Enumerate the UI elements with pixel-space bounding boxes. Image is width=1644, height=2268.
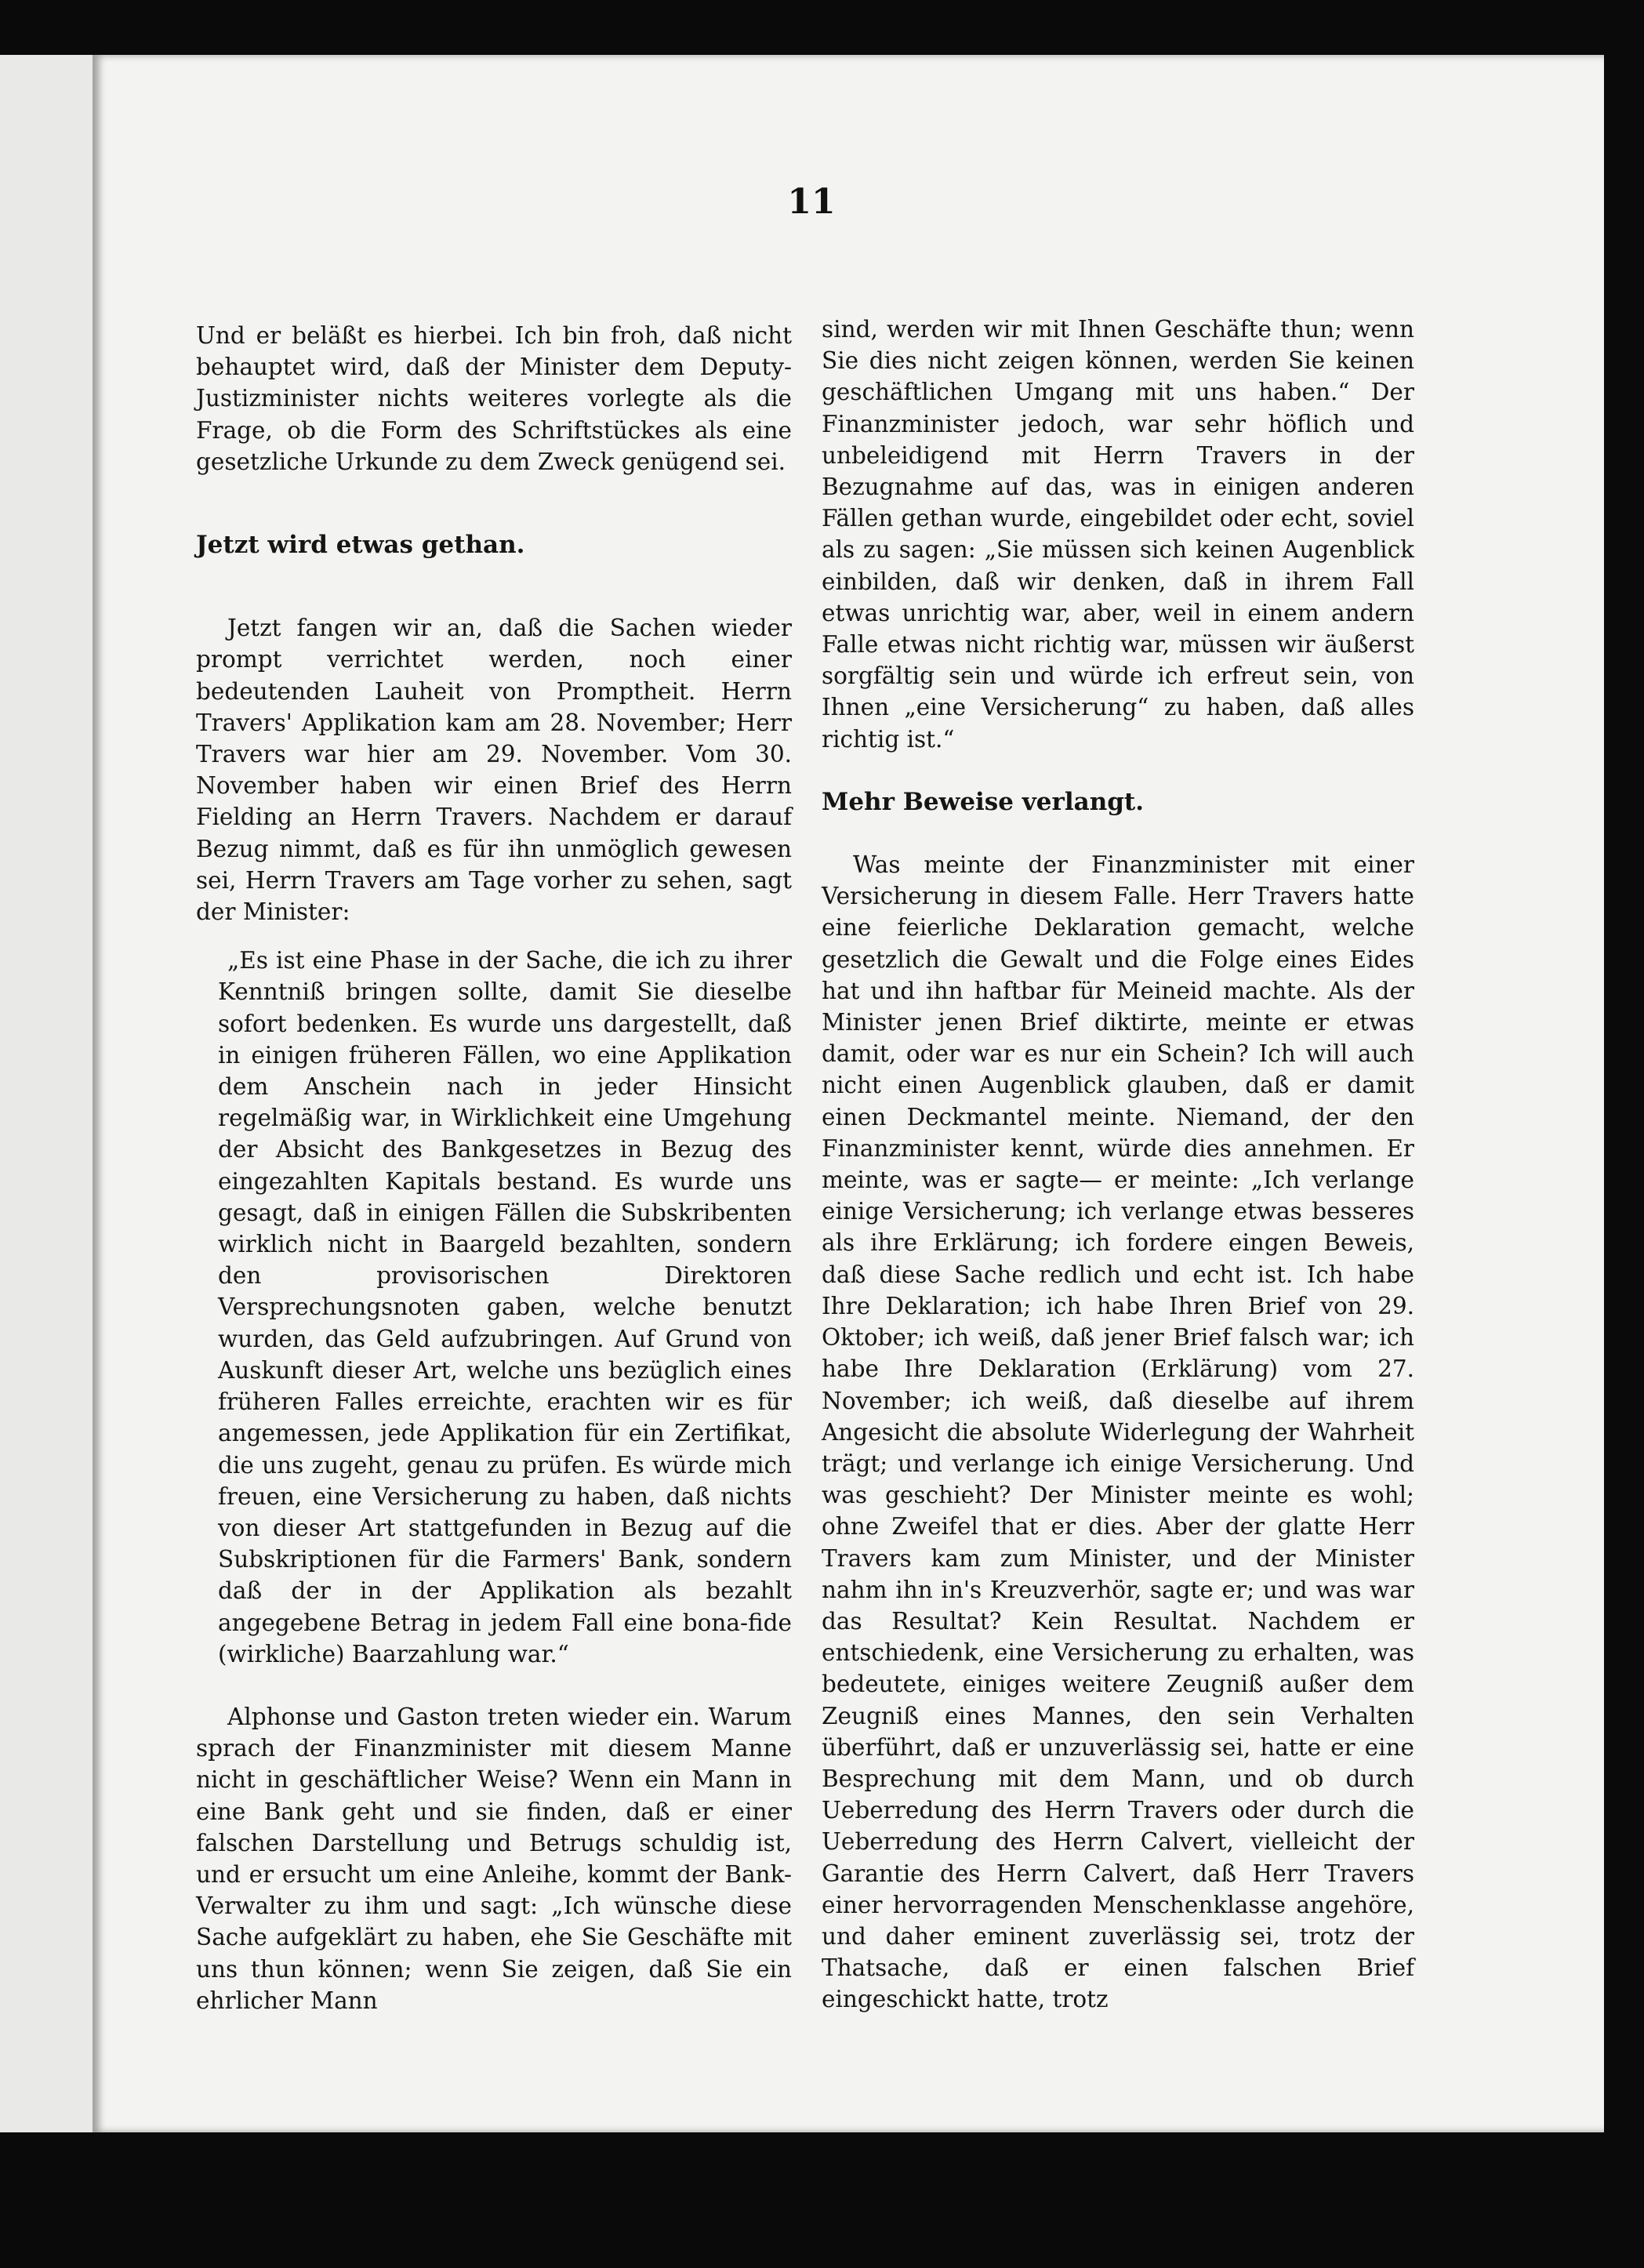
paragraph: Alphonse und Gaston treten wieder ein. Warum sprach der Finanzminister mit diesem Manne nicht in geschäftlicher Weise? Wenn ein Mann in eine Bank geht und sie finden, daß er einer falschen Darstellung und Betrugs schuldig ist, und er ersucht um eine Anleihe, kommt der Bank-Verwalter zu ihm und sagt: „Ich wünsche diese Sache aufgeklärt zu haben, ehe Sie Geschäfte mit uns thun können; wenn Sie zeigen, daß Sie ein ehrlicher Mann	[196, 1703, 792, 2014]
paragraph: Und er beläßt es hierbei. Ich bin froh, daß nicht behauptet wird, daß der Minister dem Deputy-Justizminister nichts weiteres vorlegte als die Frage, ob die Form des Schriftstückes als eine gesetzliche Urkunde zu dem Zweck genügend sei.	[196, 322, 792, 475]
section-heading: Mehr Beweise verlangt.	[822, 787, 1145, 816]
adjacent-page-edge	[0, 55, 93, 2132]
section-heading: Jetzt wird etwas gethan.	[196, 531, 525, 560]
right-column	[822, 314, 1414, 2016]
left-column	[196, 320, 792, 2016]
paragraph: Was meinte der Finanzminister mit einer Versicherung in diesem Falle. Herr Travers hatte eine feierliche Deklaration gemacht, welche gesetzlich die Gewalt und die Folge eines Eides hat und ihn haftbar für Meineid machte. Als der Minister jenen Brief diktirte, meinte er etwas damit, oder war es nur ein Schein? Ich will auch nicht einen Augenblick glauben, daß er damit einen Deckmantel meinte. Niemand, der den Finanzminister kennt, würde dies annehmen. Er meinte, was er sagte— er meinte: „Ich verlange einige Versicherung; ich verlange etwas besseres als ihre Erklärung; ich fordere eingen Beweis, daß diese Sache redlich und echt ist. Ich habe Ihre Deklaration; ich habe Ihren Brief von 29. Oktober; ich weiß, daß jener Brief falsch war; ich habe Ihre Deklaration (Erklärung) vom 27. November; ich weiß, daß dieselbe auf ihrem Angesicht die absolute Widerlegung der Wahrheit trägt; und verlange ich einige Versicherung. Und was geschieht? Der Minister meinte es wohl; ohne Zweifel that er dies. Aber der glatte Herr Travers kam zum Minister, und der Minister nahm ihn in's Kreuzverhör, sagte er; und was war das Resultat? Kein Resultat. Nachdem er entschiedenk, eine Versicherung zu erhalten, was bedeutete, einiges weitere Zeugniß außer dem Zeugniß eines Mannes, den sein Verhalten überführt, daß er unzuverlässig sei, hatte er eine Besprechung mit dem Mann, und ob durch Ueberredung des Herrn Travers oder durch die Ueberredung des Herrn Calvert, vielleicht der Garantie des Herrn Calvert, daß Herr Travers einer hervorragenden Menschenklasse angehöre, und daher eminent zuverlässig sei, trotz der Thatsache, daß er einen falschen Brief eingeschickt hatte, trotz	[822, 851, 1414, 2013]
page-number: 11	[787, 182, 836, 222]
block-quote: „Es ist eine Phase in der Sache, die ich zu ihrer Kenntniß bringen sollte, damit Sie dieselbe sofort bedenken. Es wurde uns dargestellt, daß in einigen früheren Fällen, wo eine Applikation dem Anschein nach in jeder Hinsicht regelmäßig war, in Wirklichkeit eine Umgehung der Absicht des Bankgesetzes in Bezug des eingezahlten Kapitals bestand. Es wurde uns gesagt, daß in einigen Fällen die Subskribenten wirklich nicht in Baargeld bezahlten, sondern den provisorischen Direktoren Versprechungsnoten gaben, welche benutzt wurden, das Geld aufzubringen. Auf Grund von Auskunft dieser Art, welche uns bezüglich eines früheren Falles erreichte, erachten wir es für angemessen, jede Applikation für ein Zertifikat, die uns zugeht, genau zu prüfen. Es würde mich freuen, eine Versicherung zu haben, daß nichts von dieser Art stattgefunden in Bezug auf die Subskriptionen für die Farmers' Bank, sondern daß der in der Applikation als bezahlt angegebene Betrag in jedem Fall eine bona-fide (wirkliche) Baarzahlung war.“	[218, 947, 792, 1667]
paragraph: sind, werden wir mit Ihnen Geschäfte thun; wenn Sie dies nicht zeigen können, werden Sie keinen geschäftlichen Umgang mit uns haben.“ Der Finanzminister jedoch, war sehr höflich und unbeleidigend mit Herrn Travers in der Bezugnahme auf das, was in einigen anderen Fällen gethan wurde, eingebildet oder echt, soviel als zu sagen: „Sie müssen sich keinen Augenblick einbilden, daß wir denken, daß in ihrem Fall etwas unrichtig war, aber, weil in einem andern Falle etwas nicht richtig war, müssen wir äußerst sorgfältig sein und würde ich erfreut sein, von Ihnen „eine Versicherung“ zu haben, daß alles richtig ist.“	[822, 316, 1414, 753]
paragraph: Jetzt fangen wir an, daß die Sachen wieder prompt verrichtet werden, noch einer bedeutenden Lauheit von Promptheit. Herrn Travers' Applikation kam am 28. November; Herr Travers war hier am 29. November. Vom 30. November haben wir einen Brief des Herrn Fielding an Herrn Travers. Nachdem er darauf Bezug nimmt, daß es für ihn unmöglich gewesen sei, Herrn Travers am Tage vorher zu sehen, sagt der Minister:	[196, 615, 792, 926]
